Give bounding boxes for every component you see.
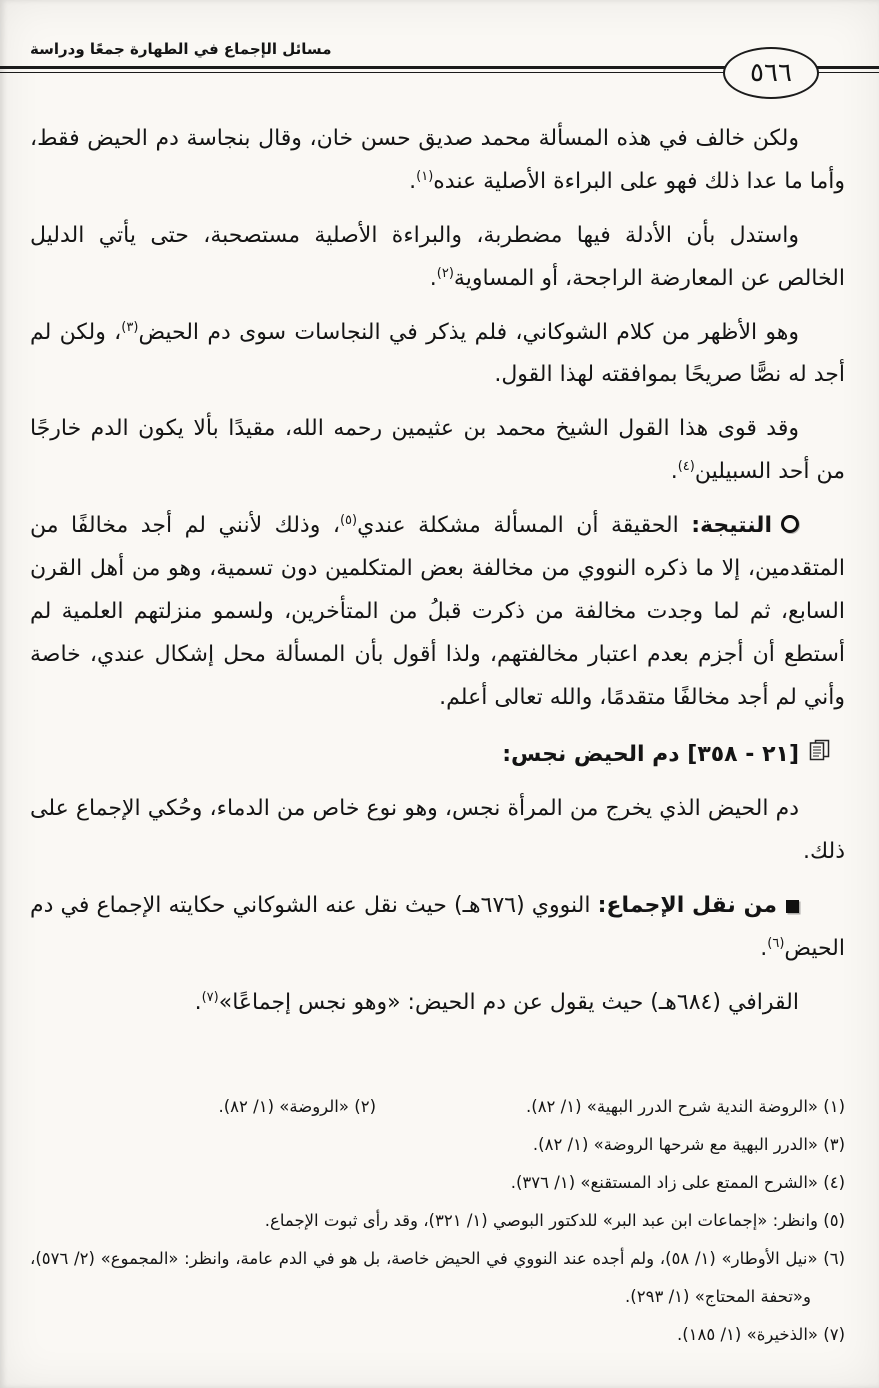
page-body: [30, 118, 845, 1036]
text-segment: وهو الأظهر من كلام الشوكاني، فلم يذكر في النجاسات سوى دم الحيض: [138, 319, 800, 345]
body-paragraph: [30, 788, 845, 874]
running-head-title: مسائل الإجماع في الطهارة جمعًا ودراسة: [30, 40, 332, 58]
body-paragraph: [30, 885, 845, 971]
text-segment: القرافي (٦٨٤هـ) حيث يقول عن دم الحيض: «وهو نجس إجماعًا»: [218, 990, 799, 1016]
footnote-ref: (٥): [339, 513, 358, 529]
footnote: (٦) «نيل الأوطار» (١/ ٥٨)، ولم أجده عند النووي في الحيض خاصة، بل هو في الدم عامة، وانظر: «المجموع» (٢/ ٥٧٦)، و«تحفة المحتاج» (١/ ٢٩٣).: [30, 1248, 845, 1306]
text-segment: الحقيقة أن المسألة مشكلة عندي: [357, 513, 692, 539]
footnote-row: [30, 1316, 845, 1354]
footnote-ref: (٦): [767, 936, 785, 952]
text-segment: .: [670, 459, 678, 485]
body-paragraph: [30, 215, 845, 301]
text-segment: من نقل الإجماع:: [597, 893, 778, 919]
footnote-ref: (٤): [677, 459, 695, 475]
circle-bullet-icon: [781, 515, 799, 533]
section-heading: [30, 734, 845, 777]
footnote: (٤) «الشرح الممتع على زاد المستقنع» (١/ ٣٧٦).: [510, 1172, 845, 1192]
footnote: (٢) «الروضة» (١/ ٨٢).: [218, 1097, 376, 1116]
text-segment: واستدل بأن الأدلة فيها مضطربة، والبراءة الأصلية مستصحبة، حتى يأتي الدليل الخالص عن المعارضة الراجحة، أو المساوية: [30, 222, 845, 291]
text-segment: .: [409, 168, 417, 194]
text-segment: .: [194, 990, 202, 1016]
text-segment: ولكن خالف في هذه المسألة محمد صديق حسن خان، وقال بنجاسة دم الحيض فقط، وأما ما عدا ذلك فهو على البراءة الأصلية عنده: [30, 126, 845, 194]
body-paragraph: [30, 118, 845, 204]
footnote-row: [30, 1240, 845, 1316]
footnote-ref: (١): [416, 168, 434, 184]
text-segment: ، ولكن لم أجد له نصًّا صريحًا بموافقته لهذا القول.: [30, 319, 845, 388]
text-segment: النتيجة:: [691, 513, 772, 539]
body-paragraph: [30, 408, 845, 494]
text-segment: [٢١ - ٣٥٨] دم الحيض نجس:: [502, 741, 799, 767]
body-paragraph: [30, 312, 845, 398]
text-segment: دم الحيض الذي يخرج من المرأة نجس، وهو نوع خاص من الدماء، وحُكي الإجماع على ذلك.: [30, 796, 845, 865]
footnote: (٧) «الذخيرة» (١/ ١٨٥).: [676, 1324, 845, 1344]
text-segment: ، وذلك لأنني لم أجد مخالفًا من المتقدمين، إلا ما ذكره النووي من مخالفة بعض المتكلمين دون تسمية، وهو من أهل القرن السابع، ثم لما وجدت مخالفة من ذكرت قبلُ من المتأخرين، ولسمو منزلتهم العلمية لم أستطع أن أجزم بعدم اعتبار مخالفتهم، ولذا أقول بأن المسألة محل إشكال عندي، خاصة وأني لم أجد مخالفًا متقدمًا، والله تعالى أعلم.: [30, 513, 845, 710]
footnote-row: [30, 1126, 845, 1164]
footnote-ref: (٣): [121, 319, 139, 335]
footnote-ref: (٢): [436, 265, 454, 281]
footnote-row: [30, 1164, 845, 1202]
text-segment: وقد قوى هذا القول الشيخ محمد بن عثيمين رحمه الله، مقيدًا بألا يكون الدم خارجًا من أحد السبيلين: [30, 416, 845, 485]
footnote-ref: (٧): [201, 990, 219, 1006]
footnote: (٣) «الدرر البهية مع شرحها الروضة» (١/ ٨٢).: [532, 1134, 845, 1154]
text-segment: .: [760, 936, 768, 962]
footnote: (٥) وانظر: «إجماعات ابن عبد البر» للدكتور البوصي (١/ ٣٢١)، وقد رأى ثبوت الإجماع.: [264, 1210, 845, 1230]
body-paragraph: [30, 505, 845, 719]
text-segment: النووي (٦٧٦هـ) حيث نقل عنه الشوكاني حكايته الإجماع في دم الحيض: [30, 893, 845, 962]
body-paragraph: [30, 982, 845, 1025]
manuscript-pages-icon: [808, 739, 877, 761]
footnote: (١) «الروضة الندية شرح الدرر البهية» (١/ ٨٢).: [526, 1097, 845, 1116]
footnote-row: [30, 1088, 845, 1126]
page-number: ٥٦٦: [750, 58, 792, 88]
page-number-oval: [723, 47, 819, 99]
footnote-row: [30, 1202, 845, 1240]
text-segment: .: [429, 265, 437, 291]
square-bullet-icon: [786, 900, 799, 913]
footnotes: [30, 1088, 845, 1354]
